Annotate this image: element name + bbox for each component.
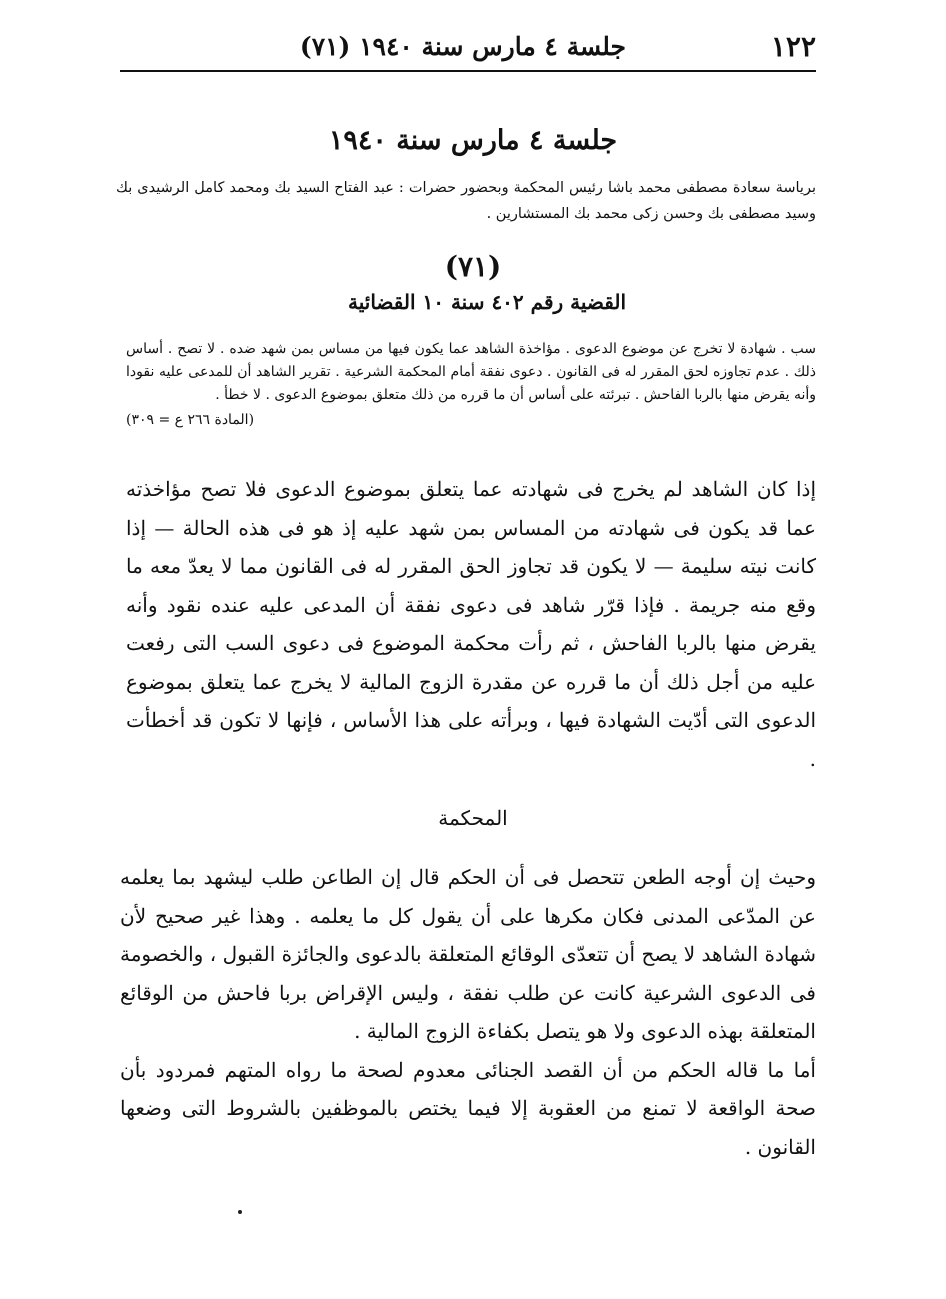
principle-paragraph: إذا كان الشاهد لم يخرج فى شهادته عما يتعلق بموضوع الدعوى فلا تصح مؤاخذته عما قد يكون فى شهادته من المساس بمن شهد عليه إذ هو فى هذه الحالة — إذا كانت نيته سليمة — لا يكون قد تجاوز الحق المقرر له فى القانون مما لا يعدّ معه ما وقع منه جريمة . فإذا قرّر شاهد فى دعوى نفقة أن المدعى عليه عنده نقود وأنه يقرض منها بالربا الفاحش ، ثم رأت محكمة الموضوع فى دعوى السب التى رفعت عليه من أجل ذلك أن ما قرره عن مقدرة الزوج المالية لا يخرج عما يتعلق بموضوع الدعوى التى أدّيت الشهادة فيها ، وبرأته على هذا الأساس ، فإنها لا تكون قد أخطأت .: [126, 477, 817, 771]
print-speck: [238, 1210, 242, 1214]
attendance-paragraph: برياسة سعادة مصطفى محمد باشا رئيس المحكمة وبحضور حضرات : عبد الفتاح السيد بك ومحمد كامل الرشيدى بك وسيد مصطفى بك وحسن زكى محمد بك المستشارين .: [116, 180, 816, 222]
header-rule: [120, 70, 816, 72]
page-number: ١٢٢: [770, 30, 816, 63]
court-heading: المحكمة: [438, 806, 508, 830]
case-number: (٧١): [444, 250, 502, 283]
legal-reference: (المادة ٢٦٦ ع = ٣٠٩): [126, 412, 255, 428]
running-header: [120, 28, 816, 68]
case-summary: [126, 338, 816, 432]
ruling-body: [120, 858, 816, 1166]
running-title: جلسة ٤ مارس سنة ١٩٤٠ (٧١): [299, 32, 626, 61]
summary-text: سب . شهادة لا تخرج عن موضوع الدعوى . مؤاخذة الشاهد عما يكون فيها من مساس بمن شهد ضده . لا تصح . أساس ذلك . عدم تجاوزه لحق المقرر له فى القانون . دعوى نفقة أمام المحكمة الشرعية . تقرير الشاهد أن للمدعى عليه نقودا وأنه يقرض منها بالربا الفاحش . تبرئته على أساس أن ما قرره من ذلك متعلق بموضوع الدعوى . لا خطأ .: [126, 341, 816, 403]
session-title: جلسة ٤ مارس سنة ١٩٤٠: [328, 125, 618, 156]
ruling-paragraph-2: أما ما قاله الحكم من أن القصد الجنائى معدوم لصحة ما رواه المتهم فمردود بأن صحة الواقعة لا تمنع من العقوبة إلا فيما يختص بالموظفين بالشروط التى وضعها القانون .: [120, 1057, 816, 1159]
legal-principle: [126, 470, 816, 778]
ruling-paragraph-1: وحيث إن أوجه الطعن تتحصل فى أن الحكم قال إن الطاعن طلب ليشهد بما يعلمه عن المدّعى المدنى فكان مكرها على أن يقول كل ما يعلمه . وهذا غير صحيح لأن شهادة الشاهد لا يصح أن تتعدّى الوقائع المتعلقة بالدعوى والجائزة القبول ، والخصومة فى الدعوى الشرعية كانت عن طلب نفقة ، وليس الإقراض بربا فاحش من الوقائع المتعلقة بهذه الدعوى ولا هو يتصل بكفاءة الزوج المالية .: [120, 865, 816, 1043]
case-title: القضية رقم ٤٠٢ سنة ١٠ القضائية: [348, 290, 626, 314]
